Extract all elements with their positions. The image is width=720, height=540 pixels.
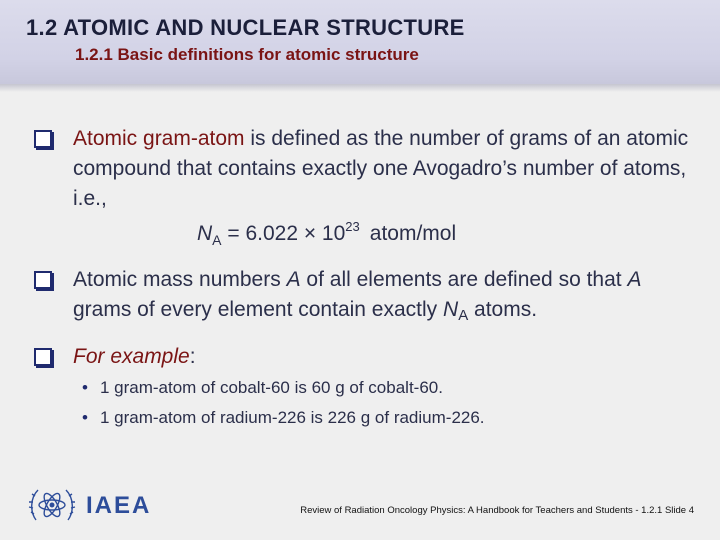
formula-symbol: N bbox=[197, 222, 213, 245]
slide-subtitle: 1.2.1 Basic definitions for atomic structure bbox=[75, 45, 419, 64]
checkbox-bullet-icon bbox=[34, 130, 52, 148]
slide-footer: Review of Radiation Oncology Physics: A Handbook for Teachers and Students - 1.2.1 Slide 4 bbox=[300, 505, 694, 516]
text-segment: atoms. bbox=[468, 298, 538, 321]
list-item bbox=[82, 376, 485, 406]
list-item bbox=[82, 406, 485, 436]
colon: : bbox=[189, 345, 196, 368]
bullet-text bbox=[73, 342, 694, 372]
variable-a: A bbox=[286, 268, 301, 291]
example-list bbox=[82, 376, 485, 436]
text-segment: Atomic mass numbers bbox=[73, 268, 287, 291]
text-segment: grams of every element contain exactly bbox=[73, 298, 444, 321]
bullet-gram-atom bbox=[34, 124, 694, 214]
variable-subscript: A bbox=[458, 307, 469, 324]
definition-text: is defined as the number of grams of an atomic compound that contains exactly one Avogadro’s number of atoms, i.e., bbox=[73, 127, 689, 210]
text-segment: of all elements are defined so that bbox=[300, 268, 628, 291]
header-band bbox=[0, 0, 720, 84]
bullet-dot-icon: • bbox=[82, 408, 88, 427]
iaea-emblem-icon bbox=[26, 480, 78, 532]
iaea-logo bbox=[26, 480, 151, 532]
bullet-for-example bbox=[34, 342, 694, 372]
for-example-label: For example bbox=[73, 345, 190, 368]
avogadro-formula bbox=[197, 219, 457, 248]
bullet-text bbox=[73, 124, 694, 214]
slide-title: 1.2 ATOMIC AND NUCLEAR STRUCTURE bbox=[26, 15, 465, 40]
variable-a: A bbox=[627, 268, 642, 291]
iaea-wordmark: IAEA bbox=[86, 492, 152, 519]
example-text: 1 gram-atom of radium-226 is 226 g of radium-226. bbox=[99, 408, 485, 427]
term-gram-atom: Atomic gram-atom bbox=[73, 127, 245, 150]
formula-exponent: 23 bbox=[345, 219, 360, 234]
formula-value: = 6.022 × 10 bbox=[221, 222, 346, 245]
bullet-dot-icon: • bbox=[82, 378, 88, 397]
checkbox-bullet-icon bbox=[34, 271, 52, 289]
formula-unit: atom/mol bbox=[369, 222, 457, 245]
example-text: 1 gram-atom of cobalt-60 is 60 g of cobalt-60. bbox=[99, 378, 443, 397]
variable-n: N bbox=[443, 298, 459, 321]
checkbox-bullet-icon bbox=[34, 348, 52, 366]
header-shadow bbox=[0, 84, 720, 92]
bullet-mass-numbers bbox=[34, 265, 694, 327]
formula-subscript: A bbox=[212, 232, 222, 248]
bullet-text bbox=[73, 265, 694, 327]
